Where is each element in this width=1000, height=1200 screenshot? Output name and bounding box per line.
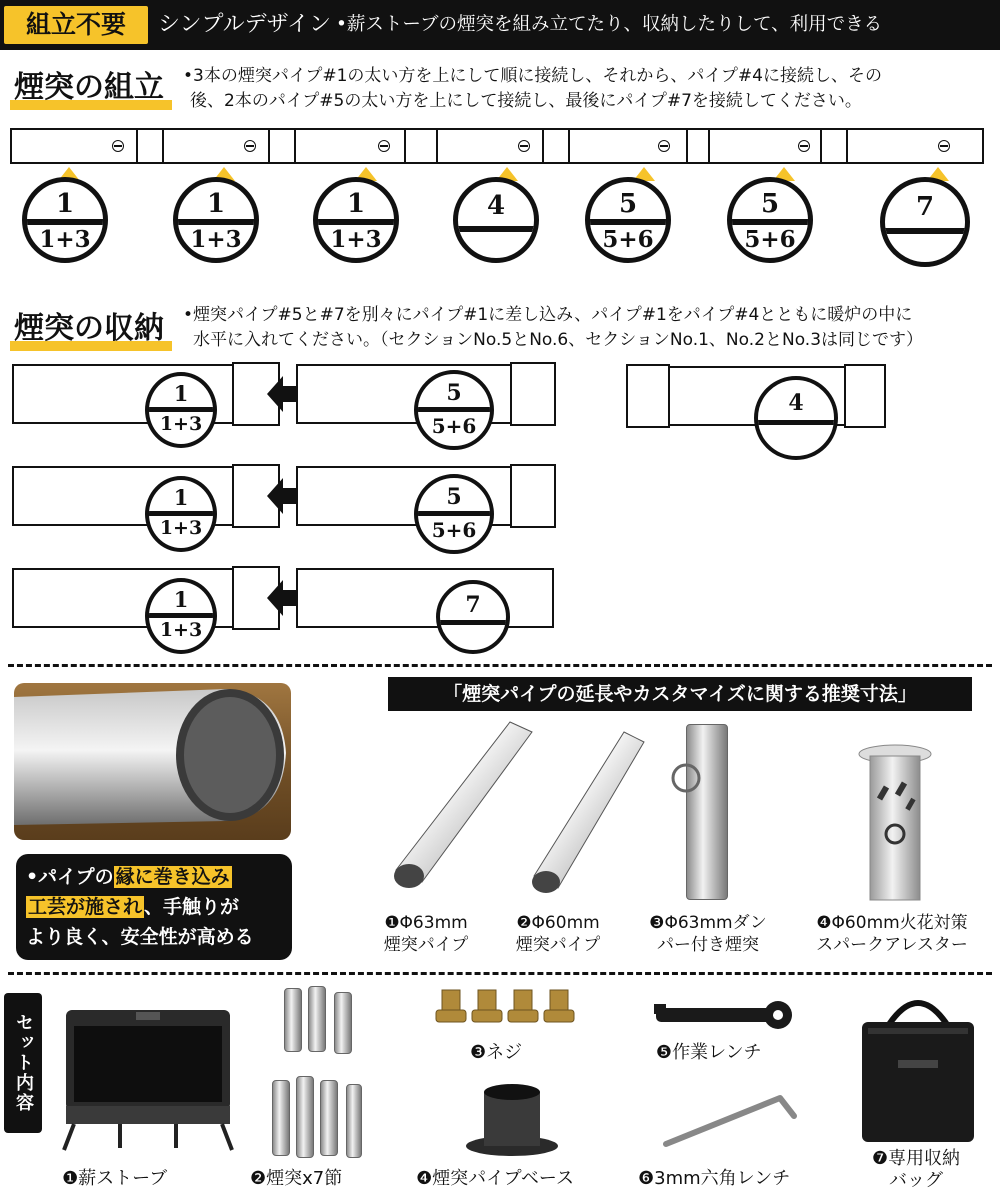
work-wrench-image	[650, 996, 800, 1036]
assembly-text-line1: •3本の煙突パイプ#1の太い方を上にして順に接続し、それから、パイプ#4に接続し、その	[183, 66, 882, 86]
pipe-base-image	[462, 1080, 562, 1160]
set-item-hex: ❻3mm六角レンチ	[638, 1168, 791, 1189]
storage-title: 煙突の収納	[10, 311, 172, 351]
recommend-item-3: ❸Φ63mmダン パー付き煙突	[649, 913, 767, 955]
badge-4: 4	[453, 177, 539, 263]
badge-3: 1 1+3	[313, 177, 399, 263]
spark-arrester-image	[850, 742, 940, 902]
edge-note-box: •パイプの 縁に巻き込み 工芸が施され 、手触りが より良く、安全性が高める	[16, 854, 292, 960]
banner-note: •薪ストーブの煙突を組み立てたり、収納したりして、利用できる	[336, 14, 883, 35]
recommend-item-1: ❶Φ63mm 煙突パイプ	[383, 913, 469, 955]
set-item-stove: ❶薪ストーブ	[62, 1168, 168, 1189]
divider	[8, 664, 992, 667]
stove-image	[60, 1006, 236, 1154]
set-item-bag: ❼専用収納 バッグ	[871, 1148, 961, 1191]
set-contents-tag: セット内容	[4, 993, 42, 1133]
assembly-text-line2: 後、2本のパイプ#5の太い方を上にして接続し、最後にパイプ#7を接続してください。	[190, 91, 862, 111]
storage-text-line1: •煙突パイプ#5と#7を別々にパイプ#1に差し込み、パイプ#1をパイプ#4とともに暖炉の中に	[183, 305, 913, 325]
banner-badge: 組立不要	[4, 6, 148, 44]
set-item-screws: ❸ネジ	[470, 1042, 523, 1063]
recommend-title: 「煙突パイプの延長やカスタマイズに関する推奨寸法」	[388, 677, 972, 711]
storage-badge-3-right: 7	[436, 580, 510, 654]
pipe-edge-photo	[14, 683, 291, 840]
assembly-title: 煙突の組立	[10, 70, 172, 110]
banner-subtitle: シンプルデザイン	[158, 12, 332, 37]
screws-image	[432, 986, 582, 1034]
badge-5: 5 5+6	[585, 177, 671, 263]
badge-1: 1 1+3	[22, 177, 108, 263]
storage-badge-2-right: 5 5+6	[414, 474, 494, 554]
storage-text-line2: 水平に入れてください。（セクションNo.5とNo.6、セクションNo.1、No.2とNo.3は同じです）	[193, 330, 924, 350]
recommend-item-4: ❹Φ60mm火花対策 スパークアレスター	[816, 913, 968, 955]
set-item-pipes: ❷煙突x7節	[250, 1168, 343, 1189]
hex-wrench-image	[660, 1090, 810, 1150]
storage-badge-4: 4	[754, 376, 838, 460]
set-item-wrench: ❺作業レンチ	[656, 1042, 762, 1063]
badge-6: 5 5+6	[727, 177, 813, 263]
storage-badge-1-left: 1 1+3	[145, 372, 217, 448]
storage-badge-2-left: 1 1+3	[145, 476, 217, 552]
divider	[8, 972, 992, 975]
badge-7: 7	[880, 177, 970, 267]
damper-pipe-image	[686, 724, 728, 900]
recommend-item-2: ❷Φ60mm 煙突パイプ	[515, 913, 601, 955]
pipe-63mm-image	[378, 718, 538, 898]
storage-badge-1-right: 5 5+6	[414, 370, 494, 450]
storage-badge-3-left: 1 1+3	[145, 578, 217, 654]
storage-bag-image	[858, 986, 978, 1148]
badge-2: 1 1+3	[173, 177, 259, 263]
set-item-base: ❹煙突パイプベース	[416, 1168, 574, 1189]
